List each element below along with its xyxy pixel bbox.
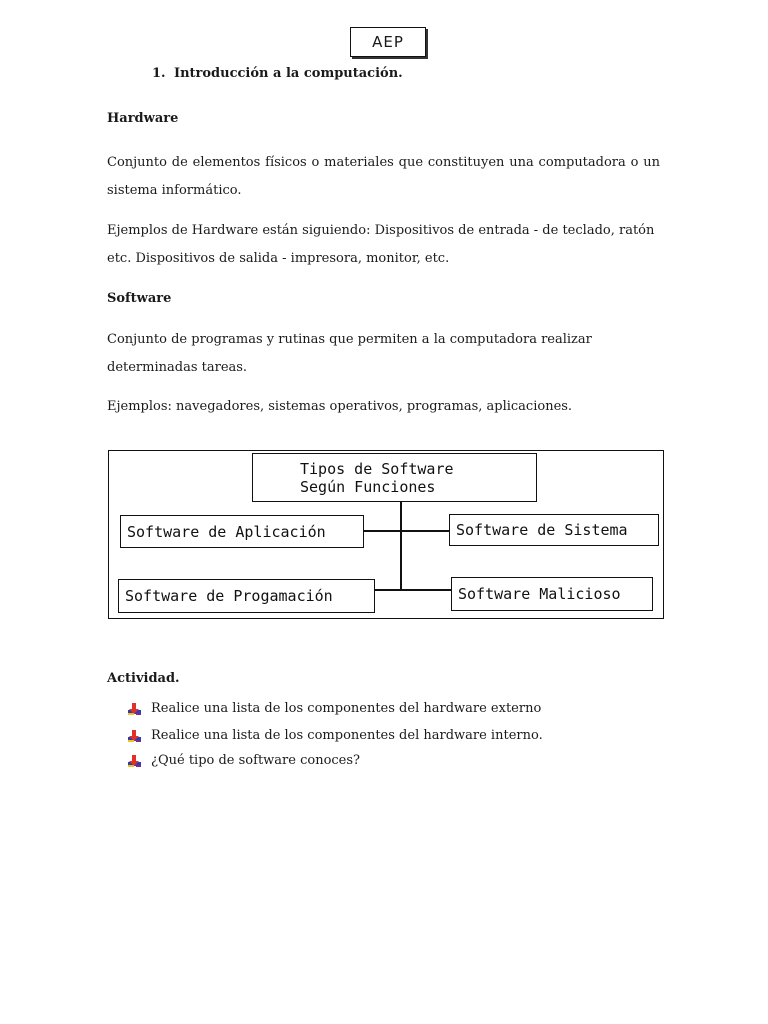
- diagram-label-malware: Software Malicioso: [458, 585, 621, 603]
- colored-arrow-bullet-icon: [127, 729, 143, 743]
- header-badge: [350, 27, 426, 57]
- diagram-branch-line-top: [363, 530, 450, 532]
- list-item: [127, 747, 543, 774]
- diagram-trunk-line: [400, 501, 402, 590]
- colored-arrow-bullet-icon: [127, 754, 143, 768]
- diagram-root-box: [252, 453, 537, 502]
- section-title: [152, 66, 403, 81]
- diagram-label-application: Software de Aplicación: [127, 522, 326, 541]
- diagram-root-line-1: Tipos de Software: [300, 459, 454, 478]
- software-types-diagram: [108, 450, 664, 619]
- list-item: [127, 722, 543, 749]
- activity-heading: Actividad.: [107, 671, 180, 686]
- software-paragraph-2: Ejemplos: navegadores, sistemas operativos, programas, aplicaciones.: [107, 399, 573, 414]
- activity-list: [127, 698, 543, 774]
- section-title-text: Introducción a la computación.: [174, 66, 403, 81]
- software-heading: Software: [107, 291, 172, 306]
- diagram-root-line-2: Según Funciones: [300, 477, 436, 496]
- activity-item-text: Realice una lista de los componentes del hardware interno.: [151, 728, 543, 743]
- activity-item-text: Realice una lista de los componentes del hardware externo: [151, 701, 542, 716]
- hardware-heading: Hardware: [107, 111, 179, 126]
- diagram-label-system: Software de Sistema: [456, 521, 628, 539]
- hardware-paragraph-1: Conjunto de elementos físicos o materiales que constituyen una computadora o un sistema informático.: [107, 155, 660, 198]
- software-paragraph-1: Conjunto de programas y rutinas que permiten a la computadora realizar determinadas tareas.: [107, 332, 592, 375]
- diagram-box-application: [120, 515, 364, 548]
- diagram-box-system: [449, 514, 659, 546]
- header-badge-text: AEP: [372, 33, 404, 51]
- list-item: [127, 695, 543, 722]
- section-number: 1.: [152, 66, 166, 81]
- diagram-label-programming: Software de Progamación: [125, 587, 333, 605]
- diagram-box-programming: [118, 579, 375, 613]
- colored-arrow-bullet-icon: [127, 702, 143, 716]
- hardware-paragraph-2: Ejemplos de Hardware están siguiendo: Dispositivos de entrada - de teclado, ratón etc. Dispositivos de salida - impresora, monitor, etc.: [107, 223, 655, 266]
- diagram-branch-line-bottom: [374, 589, 452, 591]
- activity-item-text: ¿Qué tipo de software conoces?: [151, 753, 361, 768]
- diagram-box-malware: [451, 577, 653, 611]
